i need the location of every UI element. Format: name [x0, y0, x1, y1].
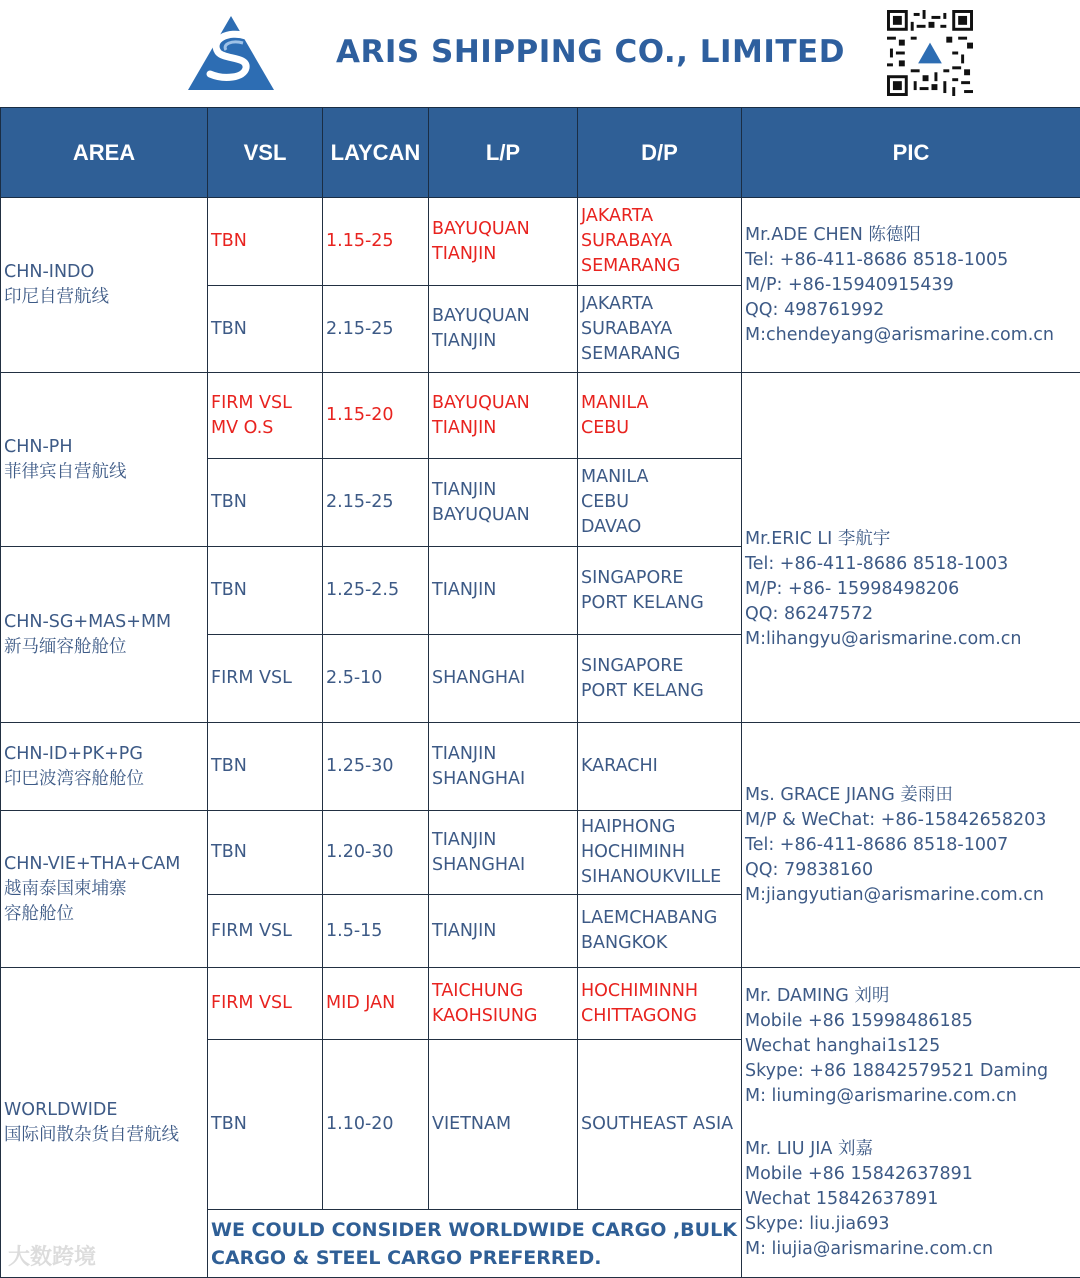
vsl-cell: [208, 1040, 323, 1210]
contact-name: Mr. LIU JIA 刘嘉: [745, 1137, 1077, 1162]
lp-port: KAOHSIUNG: [432, 1004, 574, 1029]
vsl-value: FIRM VSL: [211, 666, 319, 691]
vsl-value: TBN: [211, 490, 319, 515]
contact-mobile: M/P & WeChat: +86-15842658203: [745, 808, 1077, 833]
area-cell: [1, 547, 208, 723]
contact-email: M: liujia@arismarine.com.cn: [745, 1237, 1077, 1262]
lp-port: TIANJIN: [432, 919, 574, 944]
vsl-cell: [208, 968, 323, 1040]
area-name: WORLDWIDE: [4, 1098, 204, 1123]
lp-port: BAYUQUAN: [432, 217, 574, 242]
dp-cell: [578, 198, 742, 286]
vsl-value: FIRM VSL: [211, 991, 319, 1016]
dp-port: LAEMCHABANG: [581, 906, 738, 931]
lp-cell: [429, 811, 578, 895]
dp-port: DAVAO: [581, 515, 738, 540]
lp-port: TIANJIN: [432, 329, 574, 354]
laycan-cell: 2.15-25: [323, 286, 429, 373]
area-cell: [1, 373, 208, 547]
vsl-value: FIRM VSL: [211, 391, 319, 416]
area-name: CHN-ID+PK+PG: [4, 742, 204, 767]
header-area: AREA: [1, 108, 208, 198]
dp-port: HAIPHONG: [581, 815, 738, 840]
laycan-cell: 2.5-10: [323, 635, 429, 723]
cargo-note-line: WE COULD CONSIDER WORLDWIDE CARGO ,BULK: [211, 1216, 738, 1244]
vsl-value: TBN: [211, 754, 319, 779]
area-name: CHN-PH: [4, 435, 204, 460]
lp-cell: [429, 547, 578, 635]
dp-port: BANGKOK: [581, 931, 738, 956]
lp-port: BAYUQUAN: [432, 304, 574, 329]
dp-cell: [578, 1040, 742, 1210]
contact-wechat: Wechat 15842637891: [745, 1187, 1077, 1212]
lp-port: TIANJIN: [432, 416, 574, 441]
area-name-zh: 菲律宾自营航线: [4, 460, 204, 485]
lp-port: VIETNAM: [432, 1112, 574, 1137]
contact-skype: Skype: liu.jia693: [745, 1212, 1077, 1237]
vsl-cell: [208, 373, 323, 459]
dp-cell: [578, 723, 742, 811]
vsl-cell: [208, 547, 323, 635]
dp-port: MANILA: [581, 465, 738, 490]
vsl-value: MV O.S: [211, 416, 319, 441]
pic-cell-grace: [742, 723, 1080, 968]
dp-port: HOCHIMINH: [581, 840, 738, 865]
contact-wechat: Wechat hanghai1s125: [745, 1034, 1077, 1059]
vsl-cell: [208, 895, 323, 968]
lp-cell: [429, 286, 578, 373]
dp-port: JAKARTA: [581, 292, 738, 317]
contact-skype: Skype: +86 18842579521 Daming: [745, 1059, 1077, 1084]
area-name-zh: 国际间散杂货自营航线: [4, 1123, 204, 1148]
area-name: CHN-VIE+THA+CAM: [4, 852, 204, 877]
dp-cell: [578, 968, 742, 1040]
lp-cell: [429, 635, 578, 723]
dp-port: SURABAYA: [581, 317, 738, 342]
area-cell: [1, 968, 208, 1278]
area-name-zh: 印巴波湾容舱舱位: [4, 767, 204, 792]
lp-cell: [429, 723, 578, 811]
contact-mobile: M/P: +86-15940915439: [745, 273, 1077, 298]
contact-tel: Tel: +86-411-8686 8518-1003: [745, 552, 1077, 577]
contact-mobile: Mobile +86 15998486185: [745, 1009, 1077, 1034]
page-header: [0, 0, 1080, 107]
header-laycan: LAYCAN: [323, 108, 429, 198]
dp-cell: [578, 635, 742, 723]
contact-name: Mr.ERIC LI 李航宇: [745, 527, 1077, 552]
area-cell: [1, 723, 208, 811]
lp-port: TIANJIN: [432, 578, 574, 603]
area-name-zh: 印尼自营航线: [4, 285, 204, 310]
dp-cell: [578, 286, 742, 373]
laycan-cell: MID JAN: [323, 968, 429, 1040]
contact-name: Mr. DAMING 刘明: [745, 984, 1077, 1009]
lp-port: TIANJIN: [432, 828, 574, 853]
dp-port: PORT KELANG: [581, 591, 738, 616]
dp-port: CHITTAGONG: [581, 1004, 738, 1029]
header-dp: D/P: [578, 108, 742, 198]
vsl-value: TBN: [211, 1112, 319, 1137]
cargo-note: [208, 1210, 742, 1278]
dp-port: SEMARANG: [581, 342, 738, 367]
pic-cell-ade: [742, 198, 1080, 373]
contact-email: M:lihangyu@arismarine.com.cn: [745, 627, 1077, 652]
vsl-cell: [208, 286, 323, 373]
laycan-cell: 1.5-15: [323, 895, 429, 968]
contact-tel: Tel: +86-411-8686 8518-1007: [745, 833, 1077, 858]
contact-mobile: M/P: +86- 15998498206: [745, 577, 1077, 602]
lp-port: SHANGHAI: [432, 767, 574, 792]
pic-cell-eric: [742, 373, 1080, 723]
dp-port: HOCHIMINNH: [581, 979, 738, 1004]
vsl-cell: [208, 459, 323, 547]
vsl-cell: [208, 723, 323, 811]
watermark: 大数跨境: [8, 1240, 96, 1271]
laycan-cell: 1.10-20: [323, 1040, 429, 1210]
table-header-row: [1, 108, 1080, 198]
area-name-zh: 越南泰国柬埔寨: [4, 877, 204, 902]
table-row: [1, 723, 1080, 811]
shipping-schedule-table: [0, 107, 1080, 1278]
pic-cell-worldwide: [742, 968, 1080, 1278]
vsl-cell: [208, 811, 323, 895]
area-name: CHN-SG+MAS+MM: [4, 610, 204, 635]
contact-qq: QQ: 79838160: [745, 858, 1077, 883]
table-row: [1, 968, 1080, 1040]
laycan-cell: 1.15-25: [323, 198, 429, 286]
contact-qq: QQ: 86247572: [745, 602, 1077, 627]
lp-port: BAYUQUAN: [432, 503, 574, 528]
dp-cell: [578, 547, 742, 635]
table-row: [1, 373, 1080, 459]
vsl-value: TBN: [211, 229, 319, 254]
dp-cell: [578, 373, 742, 459]
vsl-value: TBN: [211, 578, 319, 603]
vsl-value: TBN: [211, 840, 319, 865]
contact-email: M:chendeyang@arismarine.com.cn: [745, 323, 1077, 348]
dp-port: SIHANOUKVILLE: [581, 865, 738, 890]
contact-name: Mr.ADE CHEN 陈德阳: [745, 223, 1077, 248]
vsl-value: TBN: [211, 317, 319, 342]
lp-port: SHANGHAI: [432, 666, 574, 691]
lp-port: SHANGHAI: [432, 853, 574, 878]
dp-port: SURABAYA: [581, 229, 738, 254]
dp-port: SOUTHEAST ASIA: [581, 1112, 738, 1137]
laycan-cell: 1.25-2.5: [323, 547, 429, 635]
lp-port: TIANJIN: [432, 242, 574, 267]
lp-port: TAICHUNG: [432, 979, 574, 1004]
area-cell: [1, 811, 208, 968]
vsl-cell: [208, 635, 323, 723]
dp-cell: [578, 811, 742, 895]
dp-port: CEBU: [581, 490, 738, 515]
lp-port: BAYUQUAN: [432, 391, 574, 416]
area-name: CHN-INDO: [4, 260, 204, 285]
qr-code-icon: [887, 10, 973, 96]
dp-cell: [578, 895, 742, 968]
header-lp: L/P: [429, 108, 578, 198]
contact-email: M:jiangyutian@arismarine.com.cn: [745, 883, 1077, 908]
contact-qq: QQ: 498761992: [745, 298, 1077, 323]
dp-port: SEMARANG: [581, 254, 738, 279]
vsl-cell: [208, 198, 323, 286]
laycan-cell: 1.20-30: [323, 811, 429, 895]
contact-tel: Tel: +86-411-8686 8518-1005: [745, 248, 1077, 273]
lp-port: TIANJIN: [432, 742, 574, 767]
lp-cell: [429, 459, 578, 547]
dp-port: PORT KELANG: [581, 679, 738, 704]
laycan-cell: 1.15-20: [323, 373, 429, 459]
vsl-value: FIRM VSL: [211, 919, 319, 944]
lp-cell: [429, 968, 578, 1040]
company-logo-icon: [188, 16, 274, 90]
dp-port: CEBU: [581, 416, 738, 441]
contact-mobile: Mobile +86 15842637891: [745, 1162, 1077, 1187]
header-vsl: VSL: [208, 108, 323, 198]
area-cell: [1, 198, 208, 373]
lp-cell: [429, 1040, 578, 1210]
lp-port: TIANJIN: [432, 478, 574, 503]
dp-port: SINGAPORE: [581, 566, 738, 591]
table-row: [1, 198, 1080, 286]
dp-cell: [578, 459, 742, 547]
area-name-zh: 新马缅容舱舱位: [4, 635, 204, 660]
laycan-cell: 1.25-30: [323, 723, 429, 811]
lp-cell: [429, 373, 578, 459]
header-pic: PIC: [742, 108, 1080, 198]
cargo-note-line: CARGO & STEEL CARGO PREFERRED.: [211, 1244, 738, 1272]
company-name: ARIS SHIPPING CO., LIMITED: [336, 34, 845, 70]
dp-port: SINGAPORE: [581, 654, 738, 679]
contact-email: M: liuming@arismarine.com.cn: [745, 1084, 1077, 1109]
dp-port: MANILA: [581, 391, 738, 416]
contact-name: Ms. GRACE JIANG 姜雨田: [745, 783, 1077, 808]
lp-cell: [429, 895, 578, 968]
area-name-zh: 容舱舱位: [4, 902, 204, 927]
dp-port: JAKARTA: [581, 204, 738, 229]
lp-cell: [429, 198, 578, 286]
laycan-cell: 2.15-25: [323, 459, 429, 547]
dp-port: KARACHI: [581, 754, 738, 779]
